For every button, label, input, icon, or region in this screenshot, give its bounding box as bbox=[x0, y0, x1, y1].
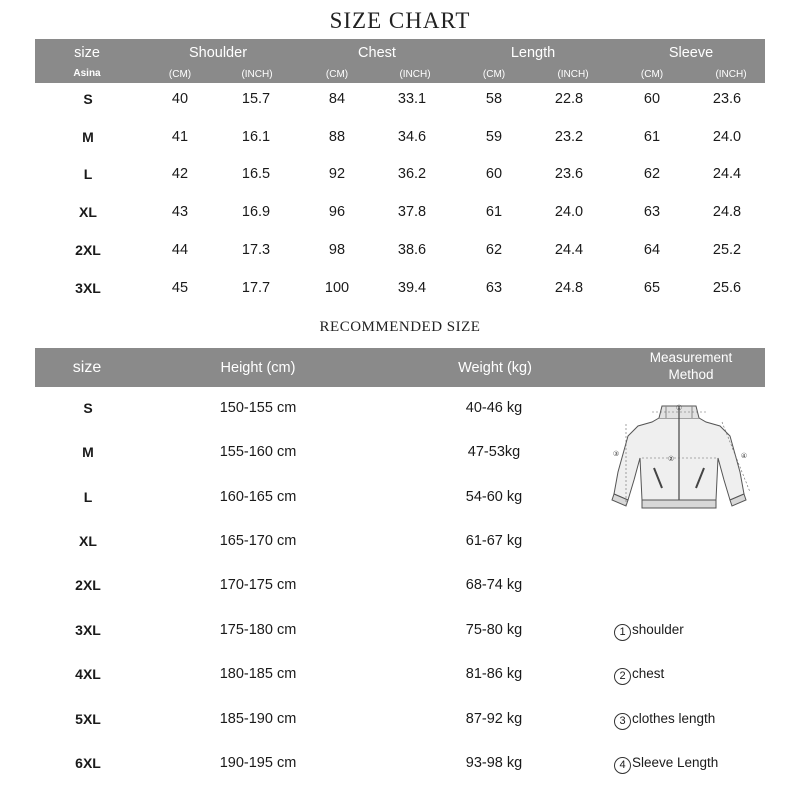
header-length-inch: (INCH) bbox=[557, 69, 589, 80]
rec-header-size: size bbox=[72, 359, 102, 376]
measurement-value: 62 bbox=[485, 242, 503, 258]
measurement-value: 15.7 bbox=[241, 91, 271, 107]
size-label: L bbox=[83, 489, 93, 505]
measurement-value: 63 bbox=[643, 204, 661, 220]
measurement-value: 40 bbox=[171, 91, 189, 107]
header-sleeve-cm: (CM) bbox=[640, 69, 664, 80]
size-chart-row bbox=[0, 91, 800, 111]
marker-sleeve: ④ bbox=[740, 452, 748, 460]
measurement-value: 22.8 bbox=[554, 91, 584, 107]
measurement-value: 24.4 bbox=[712, 166, 742, 182]
weight-range: 81-86 kg bbox=[465, 666, 523, 682]
size-chart-row bbox=[0, 242, 800, 262]
header-brand: Asina bbox=[73, 68, 101, 79]
measurement-value: 17.3 bbox=[241, 242, 271, 258]
measurement-value: 64 bbox=[643, 242, 661, 258]
measurement-value: 24.0 bbox=[554, 204, 584, 220]
measurement-value: 60 bbox=[485, 166, 503, 182]
legend-item bbox=[614, 666, 664, 685]
measurement-value: 63 bbox=[485, 280, 503, 296]
measurement-value: 61 bbox=[643, 129, 661, 145]
size-label: 2XL bbox=[75, 242, 101, 258]
size-label: L bbox=[83, 166, 93, 182]
weight-range: 93-98 kg bbox=[465, 755, 523, 771]
size-chart-row bbox=[0, 166, 800, 186]
measurement-value: 24.4 bbox=[554, 242, 584, 258]
measurement-value: 23.2 bbox=[554, 129, 584, 145]
measurement-value: 24.0 bbox=[712, 129, 742, 145]
measurement-value: 37.8 bbox=[397, 204, 427, 220]
measurement-value: 25.2 bbox=[712, 242, 742, 258]
height-range: 155-160 cm bbox=[219, 444, 297, 460]
size-label: 4XL bbox=[75, 666, 101, 682]
size-chart-row bbox=[0, 280, 800, 300]
weight-range: 75-80 kg bbox=[465, 622, 523, 638]
rec-header-method-line1: Measurement bbox=[649, 350, 733, 365]
jacket-measurement-diagram bbox=[604, 396, 754, 516]
recommended-size-title: RECOMMENDED SIZE bbox=[319, 319, 481, 335]
size-label: 2XL bbox=[75, 577, 101, 593]
header-chest: Chest bbox=[358, 45, 396, 61]
measurement-value: 58 bbox=[485, 91, 503, 107]
legend-number-icon: 2 bbox=[614, 668, 631, 685]
measurement-value: 24.8 bbox=[554, 280, 584, 296]
weight-range: 61-67 kg bbox=[465, 533, 523, 549]
measurement-value: 16.5 bbox=[241, 166, 271, 182]
weight-range: 47-53kg bbox=[467, 444, 521, 460]
measurement-value: 38.6 bbox=[397, 242, 427, 258]
measurement-value: 41 bbox=[171, 129, 189, 145]
weight-range: 40-46 kg bbox=[465, 400, 523, 416]
measurement-value: 59 bbox=[485, 129, 503, 145]
header-shoulder-inch: (INCH) bbox=[241, 69, 273, 80]
legend-label: chest bbox=[632, 666, 665, 681]
measurement-value: 16.9 bbox=[241, 204, 271, 220]
measurement-value: 44 bbox=[171, 242, 189, 258]
measurement-value: 61 bbox=[485, 204, 503, 220]
size-label: 5XL bbox=[75, 711, 101, 727]
header-sleeve: Sleeve bbox=[668, 45, 714, 61]
header-sleeve-inch: (INCH) bbox=[715, 69, 747, 80]
measurement-value: 24.8 bbox=[712, 204, 742, 220]
recommended-header bbox=[35, 348, 765, 387]
legend-item bbox=[614, 755, 718, 774]
size-label: XL bbox=[79, 533, 97, 549]
rec-header-height: Height (cm) bbox=[220, 360, 296, 376]
measurement-value: 17.7 bbox=[241, 280, 271, 296]
header-shoulder: Shoulder bbox=[188, 45, 248, 61]
measurement-value: 34.6 bbox=[397, 129, 427, 145]
legend-number-icon: 3 bbox=[614, 713, 631, 730]
rec-header-method-line2: Method bbox=[668, 367, 714, 382]
measurement-value: 43 bbox=[171, 204, 189, 220]
size-label: XL bbox=[79, 204, 97, 220]
height-range: 165-170 cm bbox=[219, 533, 297, 549]
measurement-value: 96 bbox=[328, 204, 346, 220]
size-chart-row bbox=[0, 129, 800, 149]
measurement-value: 25.6 bbox=[712, 280, 742, 296]
legend-label: clothes length bbox=[632, 711, 716, 726]
measurement-value: 100 bbox=[324, 280, 350, 296]
rec-header-weight: Weight (kg) bbox=[458, 360, 532, 376]
weight-range: 54-60 kg bbox=[465, 489, 523, 505]
recommended-row bbox=[0, 533, 800, 553]
legend-item bbox=[614, 711, 715, 730]
header-chest-cm: (CM) bbox=[325, 69, 349, 80]
header-length: Length bbox=[510, 45, 556, 61]
recommended-row bbox=[0, 666, 800, 686]
measurement-value: 16.1 bbox=[241, 129, 271, 145]
measurement-value: 84 bbox=[328, 91, 346, 107]
header-chest-inch: (INCH) bbox=[399, 69, 431, 80]
size-label: 3XL bbox=[75, 622, 101, 638]
height-range: 170-175 cm bbox=[219, 577, 297, 593]
measurement-value: 23.6 bbox=[554, 166, 584, 182]
legend-label: Sleeve Length bbox=[632, 755, 719, 770]
height-range: 175-180 cm bbox=[219, 622, 297, 638]
measurement-value: 62 bbox=[643, 166, 661, 182]
measurement-value: 65 bbox=[643, 280, 661, 296]
size-label: M bbox=[82, 129, 94, 145]
measurement-value: 39.4 bbox=[397, 280, 427, 296]
size-label: 6XL bbox=[75, 755, 101, 771]
measurement-value: 33.1 bbox=[397, 91, 427, 107]
header-shoulder-cm: (CM) bbox=[168, 69, 192, 80]
measurement-value: 36.2 bbox=[397, 166, 427, 182]
measurement-value: 23.6 bbox=[712, 91, 742, 107]
height-range: 150-155 cm bbox=[219, 400, 297, 416]
height-range: 185-190 cm bbox=[219, 711, 297, 727]
size-label: S bbox=[83, 400, 93, 416]
measurement-value: 60 bbox=[643, 91, 661, 107]
legend-number-icon: 4 bbox=[614, 757, 631, 774]
measurement-value: 45 bbox=[171, 280, 189, 296]
measurement-value: 92 bbox=[328, 166, 346, 182]
marker-length: ③ bbox=[612, 450, 620, 458]
measurement-value: 88 bbox=[328, 129, 346, 145]
measurement-value: 98 bbox=[328, 242, 346, 258]
size-label: 3XL bbox=[75, 280, 101, 296]
size-chart-title: SIZE CHART bbox=[329, 8, 471, 33]
height-range: 190-195 cm bbox=[219, 755, 297, 771]
header-length-cm: (CM) bbox=[482, 69, 506, 80]
legend-label: shoulder bbox=[632, 622, 684, 637]
measurement-value: 42 bbox=[171, 166, 189, 182]
size-label: M bbox=[82, 444, 94, 460]
size-chart-row bbox=[0, 204, 800, 224]
legend-number-icon: 1 bbox=[614, 624, 631, 641]
weight-range: 68-74 kg bbox=[465, 577, 523, 593]
marker-chest: ② bbox=[667, 455, 675, 463]
height-range: 180-185 cm bbox=[219, 666, 297, 682]
marker-shoulder: ① bbox=[675, 404, 683, 412]
header-size: size bbox=[74, 45, 100, 61]
size-label: S bbox=[83, 91, 93, 107]
weight-range: 87-92 kg bbox=[465, 711, 523, 727]
recommended-row bbox=[0, 577, 800, 597]
size-chart-header bbox=[35, 39, 765, 83]
height-range: 160-165 cm bbox=[219, 489, 297, 505]
legend-item bbox=[614, 622, 684, 641]
